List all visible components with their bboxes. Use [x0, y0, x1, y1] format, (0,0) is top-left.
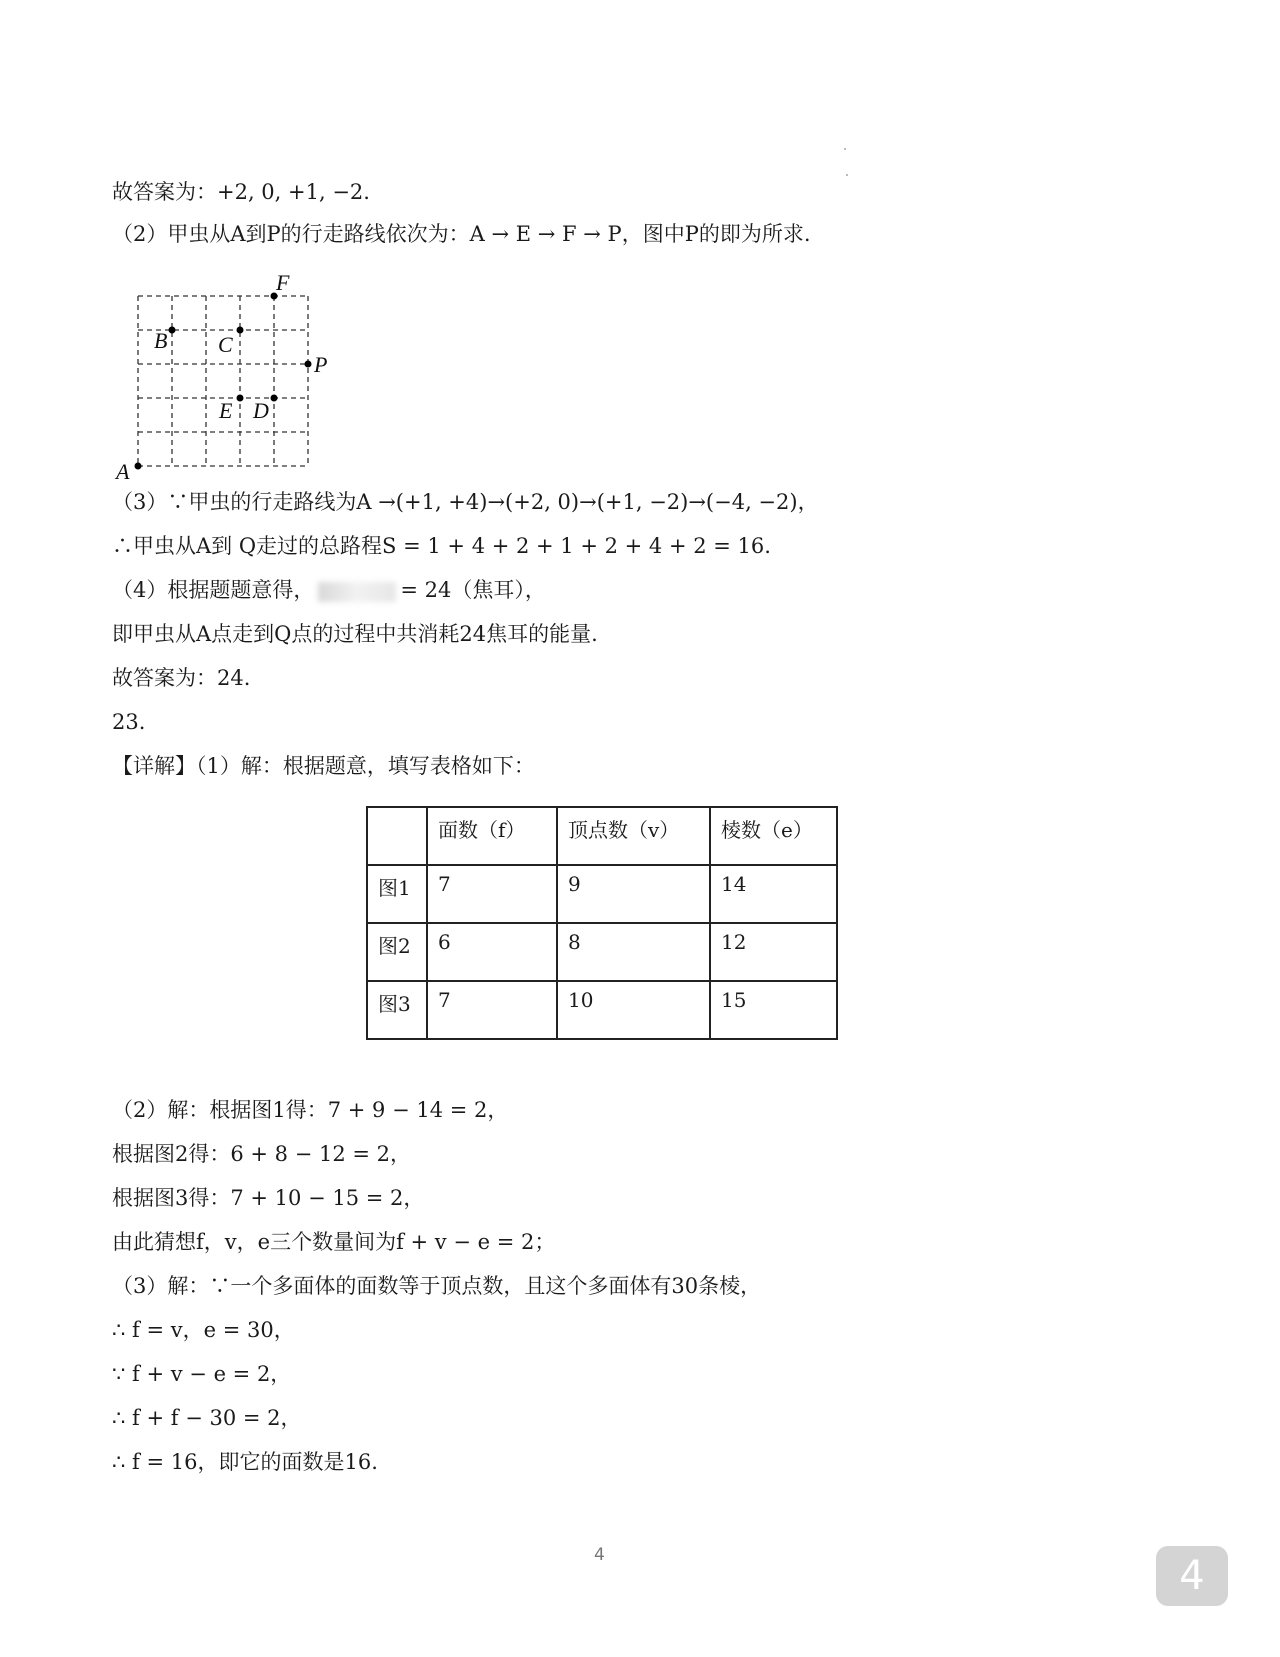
- table-cell: 图3: [367, 981, 427, 1039]
- point-a: [135, 463, 142, 470]
- answer-line-1: 故答案为：+2, 0, +1, −2.: [112, 180, 370, 204]
- answer-line-2: （2）甲虫从A到P的行走路线依次为：A → E → F → P，图中P的即为所求.: [112, 222, 811, 246]
- scan-speck: [846, 174, 848, 176]
- answer-line-5: [112, 576, 546, 604]
- solution-line-8: ∴ f + f − 30 = 2，: [112, 1406, 302, 1430]
- solution-line-5: （3）解：∵一个多面体的面数等于顶点数，且这个多面体有30条棱，: [112, 1274, 762, 1298]
- table-row: [367, 981, 837, 1039]
- solution-line-2: 根据图2得：6 + 8 − 12 = 2，: [112, 1142, 412, 1166]
- label-a: A: [116, 459, 130, 482]
- table-cell: 12: [710, 923, 837, 981]
- label-f: F: [276, 272, 290, 295]
- label-b: B: [154, 328, 168, 353]
- table-header-cell: [367, 807, 427, 865]
- detail-heading: 【详解】（1）解：根据题意，填写表格如下：: [112, 754, 535, 778]
- answer-line-6: 即甲虫从A点走到Q点的过程中共消耗24焦耳的能量.: [112, 622, 598, 646]
- table-header-cell: 棱数（e）: [710, 807, 837, 865]
- point-e: [237, 395, 244, 402]
- page-badge[interactable]: 4: [1156, 1546, 1228, 1606]
- solution-line-6: ∴ f = v，e = 30，: [112, 1318, 295, 1342]
- solution-line-7: ∵ f + v − e = 2，: [112, 1362, 292, 1386]
- solution-line-9: ∴ f = 16，即它的面数是16.: [112, 1450, 378, 1474]
- line5-prefix: （4）根据题题意得，: [112, 578, 315, 602]
- scan-speck: [844, 148, 846, 150]
- table-cell: 图1: [367, 865, 427, 923]
- answer-table: [366, 806, 838, 1040]
- label-p: P: [314, 352, 328, 377]
- answer-line-3: （3）∵甲虫的行走路线为A →(+1, +4)→(+2, 0)→(+1, −2)→(−4, −2)，: [112, 490, 819, 514]
- table-header-cell: 顶点数（v）: [557, 807, 710, 865]
- table-cell: 8: [557, 923, 710, 981]
- solution-line-4: 由此猜想f，v，e三个数量间为f + v − e = 2；: [112, 1230, 556, 1254]
- point-b: [169, 327, 176, 334]
- table-cell: 7: [427, 981, 557, 1039]
- label-d: D: [253, 398, 269, 423]
- table-cell: 图2: [367, 923, 427, 981]
- table-cell: 14: [710, 865, 837, 923]
- answer-line-7: 故答案为：24.: [112, 666, 251, 690]
- blurred-expression: [318, 582, 396, 602]
- point-d: [271, 395, 278, 402]
- table-cell: 15: [710, 981, 837, 1039]
- point-c: [237, 327, 244, 334]
- grid-lines: [138, 296, 308, 466]
- table-cell: 6: [427, 923, 557, 981]
- solution-line-1: （2）解：根据图1得：7 + 9 − 14 = 2，: [112, 1098, 509, 1122]
- grid-diagram: [108, 272, 338, 482]
- label-c: C: [218, 332, 233, 357]
- question-number: 23.: [112, 710, 146, 734]
- table-cell: 7: [427, 865, 557, 923]
- page-number: 4: [594, 1545, 605, 1565]
- solution-line-3: 根据图3得：7 + 10 − 15 = 2，: [112, 1186, 425, 1210]
- table-cell: 9: [557, 865, 710, 923]
- table-row: [367, 923, 837, 981]
- label-e: E: [219, 398, 233, 423]
- answer-line-4: ∴甲虫从A到 Q走过的总路程S = 1 + 4 + 2 + 1 + 2 + 4 + 2 = 16.: [112, 534, 771, 558]
- table-cell: 10: [557, 981, 710, 1039]
- table-header-row: [367, 807, 837, 865]
- table-row: [367, 865, 837, 923]
- table-header-cell: 面数（f）: [427, 807, 557, 865]
- line5-suffix: = 24（焦耳），: [400, 578, 546, 602]
- point-p: [305, 361, 312, 368]
